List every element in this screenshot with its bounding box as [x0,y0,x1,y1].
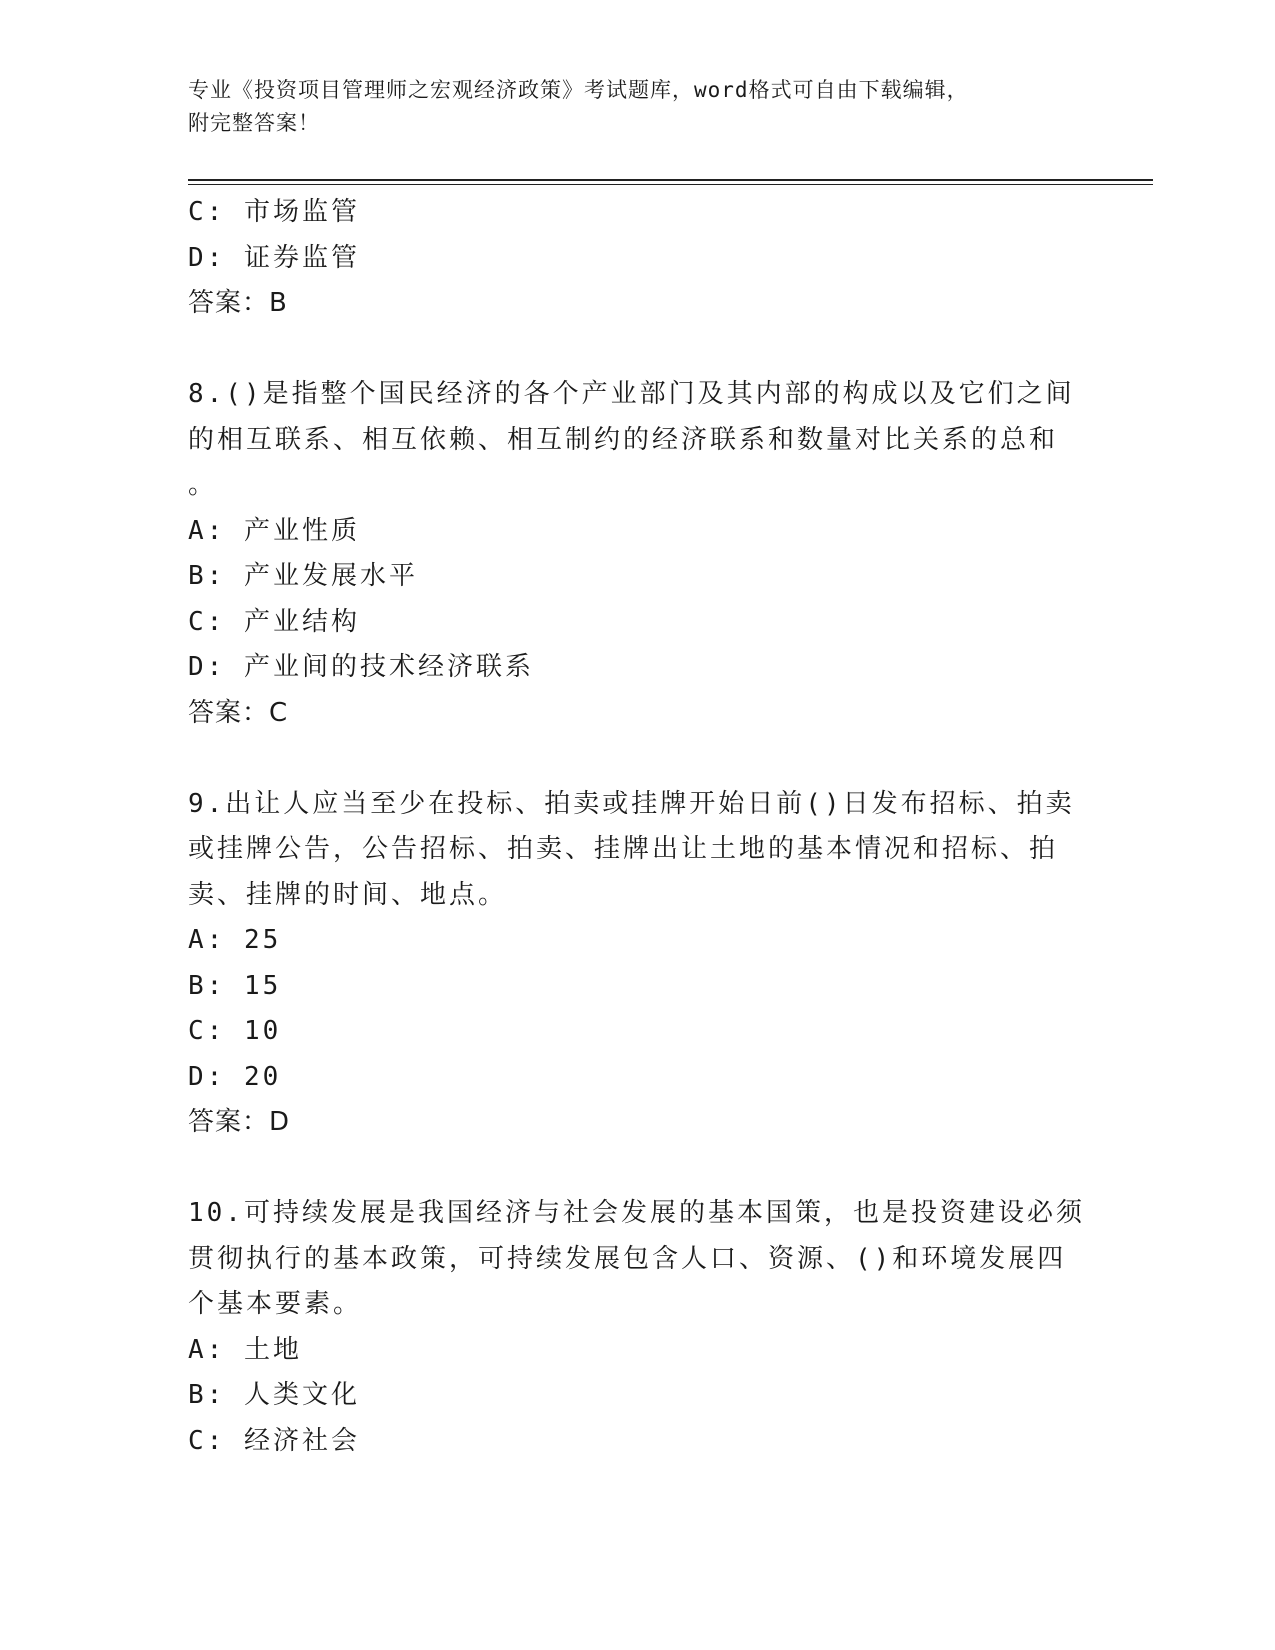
question-8 [188,372,1088,736]
option-c: C: 产业结构 [188,606,360,637]
question-9 [188,782,1088,1146]
answer-line: 答案：D [188,1107,291,1137]
answer-line: 答案：B [188,288,288,318]
option-d: D: 证券监管 [188,242,360,273]
option-b: B: 产业发展水平 [188,561,418,591]
question-text-line: 的相互联系、相互依赖、相互制约的经济联系和数量对比关系的总和 [188,424,1059,455]
option-a: A: 土地 [188,1334,302,1365]
document-header [188,74,1088,140]
option-d: D: 产业间的技术经济联系 [188,652,534,682]
question-text-line: 或挂牌公告，公告招标、拍卖、挂牌出让土地的基本情况和招标、拍 [188,834,1059,864]
option-d: D: 20 [188,1061,282,1092]
option-c: C: 10 [188,1016,282,1046]
question-content [188,190,1088,1464]
question-text-line: 卖、挂牌的时间、地点。 [188,879,508,910]
question-text-line: 10.可持续发展是我国经济与社会发展的基本国策，也是投资建设必须 [188,1198,1085,1228]
header-line-2: 附完整答案！ [188,111,320,135]
option-c: C: 市场监管 [188,197,360,227]
question-text-line: 9.出让人应当至少在投标、拍卖或挂牌开始日前()日发布招标、拍卖 [188,788,1075,819]
question-text-line: 贯彻执行的基本政策，可持续发展包含人口、资源、()和环境发展四 [188,1243,1067,1274]
question-text-line: 8.()是指整个国民经济的各个产业部门及其内部的构成以及它们之间 [188,379,1075,409]
header-line-1: 专业《投资项目管理师之宏观经济政策》考试题库，word格式可自由下载编辑， [188,78,969,102]
option-b: B: 15 [188,970,282,1001]
header-divider-top [188,179,1153,181]
option-c: C: 经济社会 [188,1425,360,1456]
spacer [188,736,1088,782]
spacer [188,327,1088,373]
option-a: A: 产业性质 [188,515,360,546]
question-10 [188,1191,1088,1464]
option-a: A: 25 [188,925,282,955]
question-text-line: 个基本要素。 [188,1289,363,1319]
spacer [188,1146,1088,1192]
option-b: B: 人类文化 [188,1380,360,1410]
question-text-line: 。 [188,470,218,500]
answer-line: 答案：C [188,697,289,728]
question-7-tail [188,190,1088,327]
header-divider-bottom [188,184,1153,185]
